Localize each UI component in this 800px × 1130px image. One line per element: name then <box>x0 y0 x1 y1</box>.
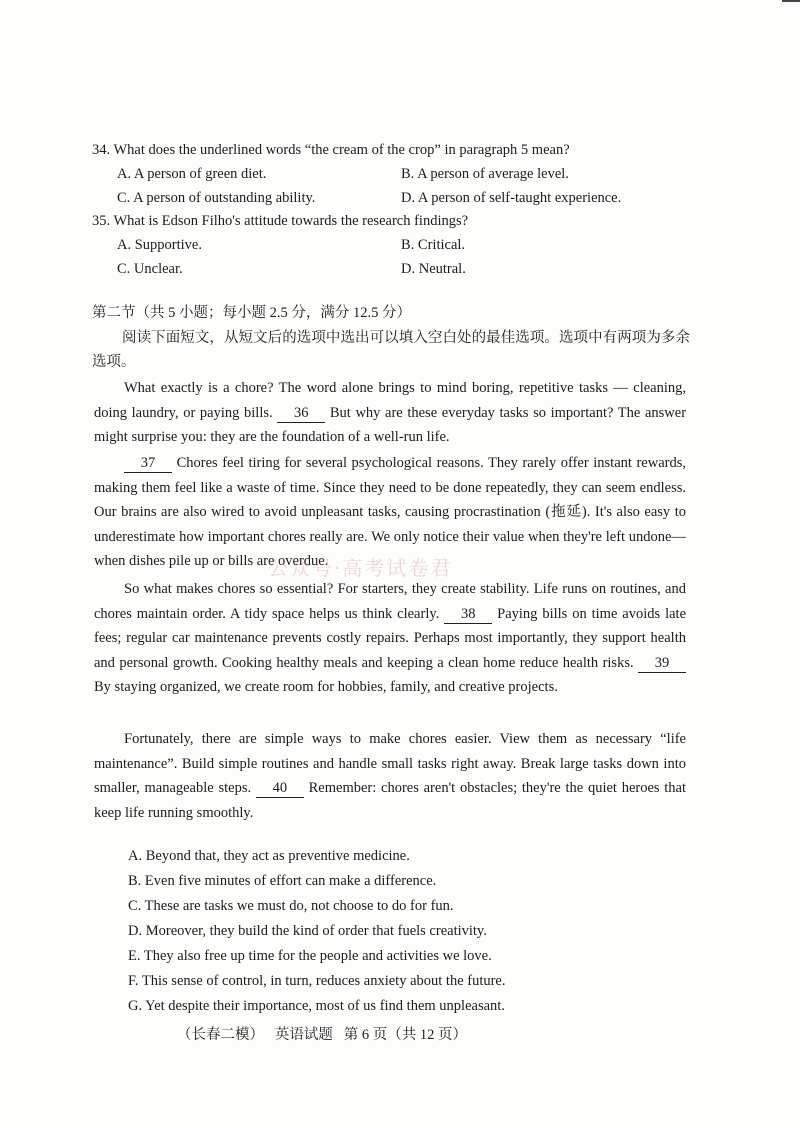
choice-g: G. Yet despite their importance, most of us find them unpleasant. <box>128 998 505 1014</box>
choice-a: A. Beyond that, they act as preventive medicine. <box>128 848 410 864</box>
paragraph-2-text: Chores feel tiring for several psychological reasons. They rarely offer instant rewards, making them feel like a waste of time. Since they need to be done repeatedly, they can seem endless. Our brains are also wired to avoid unpleasant tasks, causing procrastination (拖延). It's also easy to underestimate how important chores really are. We only notice their value when they're left undone—when dishes pile up or bills are overdue. <box>94 455 686 570</box>
question-34-stem: 34. What does the underlined words “the cream of the crop” in paragraph 5 mean? <box>92 142 570 158</box>
section-instruction: 阅读下面短文，从短文后的选项中选出可以填入空白处的最佳选项。选项中有两项为多余选项。 <box>92 330 690 370</box>
choice-b: B. Even five minutes of effort can make a difference. <box>128 873 437 889</box>
choice-c: C. These are tasks we must do, not choose to do for fun. <box>128 898 454 914</box>
option-34-a: A. A person of green diet. <box>117 166 267 182</box>
choice-f: F. This sense of control, in turn, reduces anxiety about the future. <box>128 973 506 989</box>
option-34-b: B. A person of average level. <box>401 166 569 182</box>
paragraph-3-text-c: By staying organized, we create room for hobbies, family, and creative projects. <box>94 679 558 696</box>
option-34-c: C. A person of outstanding ability. <box>117 190 316 206</box>
paragraph-3-text-a: So what makes chores so essential? For starters, they create stability. Life runs on routines, and chores maintain order. A tidy space helps us think clearly. <box>94 581 686 622</box>
option-35-b: B. Critical. <box>401 237 466 253</box>
page-footer: （长春二模） 英语试题 第 6 页（共 12 页） <box>177 1027 467 1043</box>
section-title: 第二节（共 5 小题；每小题 2.5 分，满分 12.5 分） <box>92 305 411 321</box>
option-34-d: D. A person of self-taught experience. <box>401 190 622 206</box>
passage-paragraph-4 <box>94 727 686 825</box>
option-35-a: A. Supportive. <box>117 237 202 253</box>
blank-36: 36 <box>277 404 325 423</box>
choice-d: D. Moreover, they build the kind of order that fuels creativity. <box>128 923 487 939</box>
passage-paragraph-1 <box>94 376 686 450</box>
question-35-stem: 35. What is Edson Filho's attitude towards the research findings? <box>92 213 469 229</box>
watermark: 公众号·高考试卷君 <box>268 556 453 580</box>
blank-38: 38 <box>444 605 492 624</box>
choice-e: E. They also free up time for the people and activities we love. <box>128 948 492 964</box>
option-35-c: C. Unclear. <box>117 261 183 277</box>
paragraph-1-text-b: But why are these everyday tasks so important? The answer might surprise you: they are the foundation of a well-run life. <box>94 404 687 446</box>
blank-39: 39 <box>638 654 686 673</box>
option-35-d: D. Neutral. <box>401 261 466 277</box>
paragraph-1-text-a: What exactly is a chore? The word alone brings to mind boring, repetitive tasks — cleaning, doing laundry, or paying bills. <box>94 380 686 421</box>
paragraph-4-text-b: Remember: chores aren't obstacles; they're the quiet heroes that keep life running smoothly. <box>94 780 687 821</box>
top-edge-rule <box>782 0 800 2</box>
passage-paragraph-3 <box>94 577 686 700</box>
blank-37: 37 <box>124 454 172 473</box>
answer-choices-list <box>128 844 688 1019</box>
paragraph-3-text-b: Paying bills on time avoids late fees; regular car maintenance prevents costly repairs. Perhaps most importantly, they support health and personal growth. Cooking healthy meals and keeping a clean home reduce health risks. <box>94 605 687 671</box>
paragraph-4-text-a: Fortunately, there are simple ways to make chores easier. View them as necessary “life maintenance”. Build simple routines and handle small tasks right away. Break large tasks down into smaller, manageable steps. <box>94 731 686 797</box>
blank-40: 40 <box>256 779 304 798</box>
